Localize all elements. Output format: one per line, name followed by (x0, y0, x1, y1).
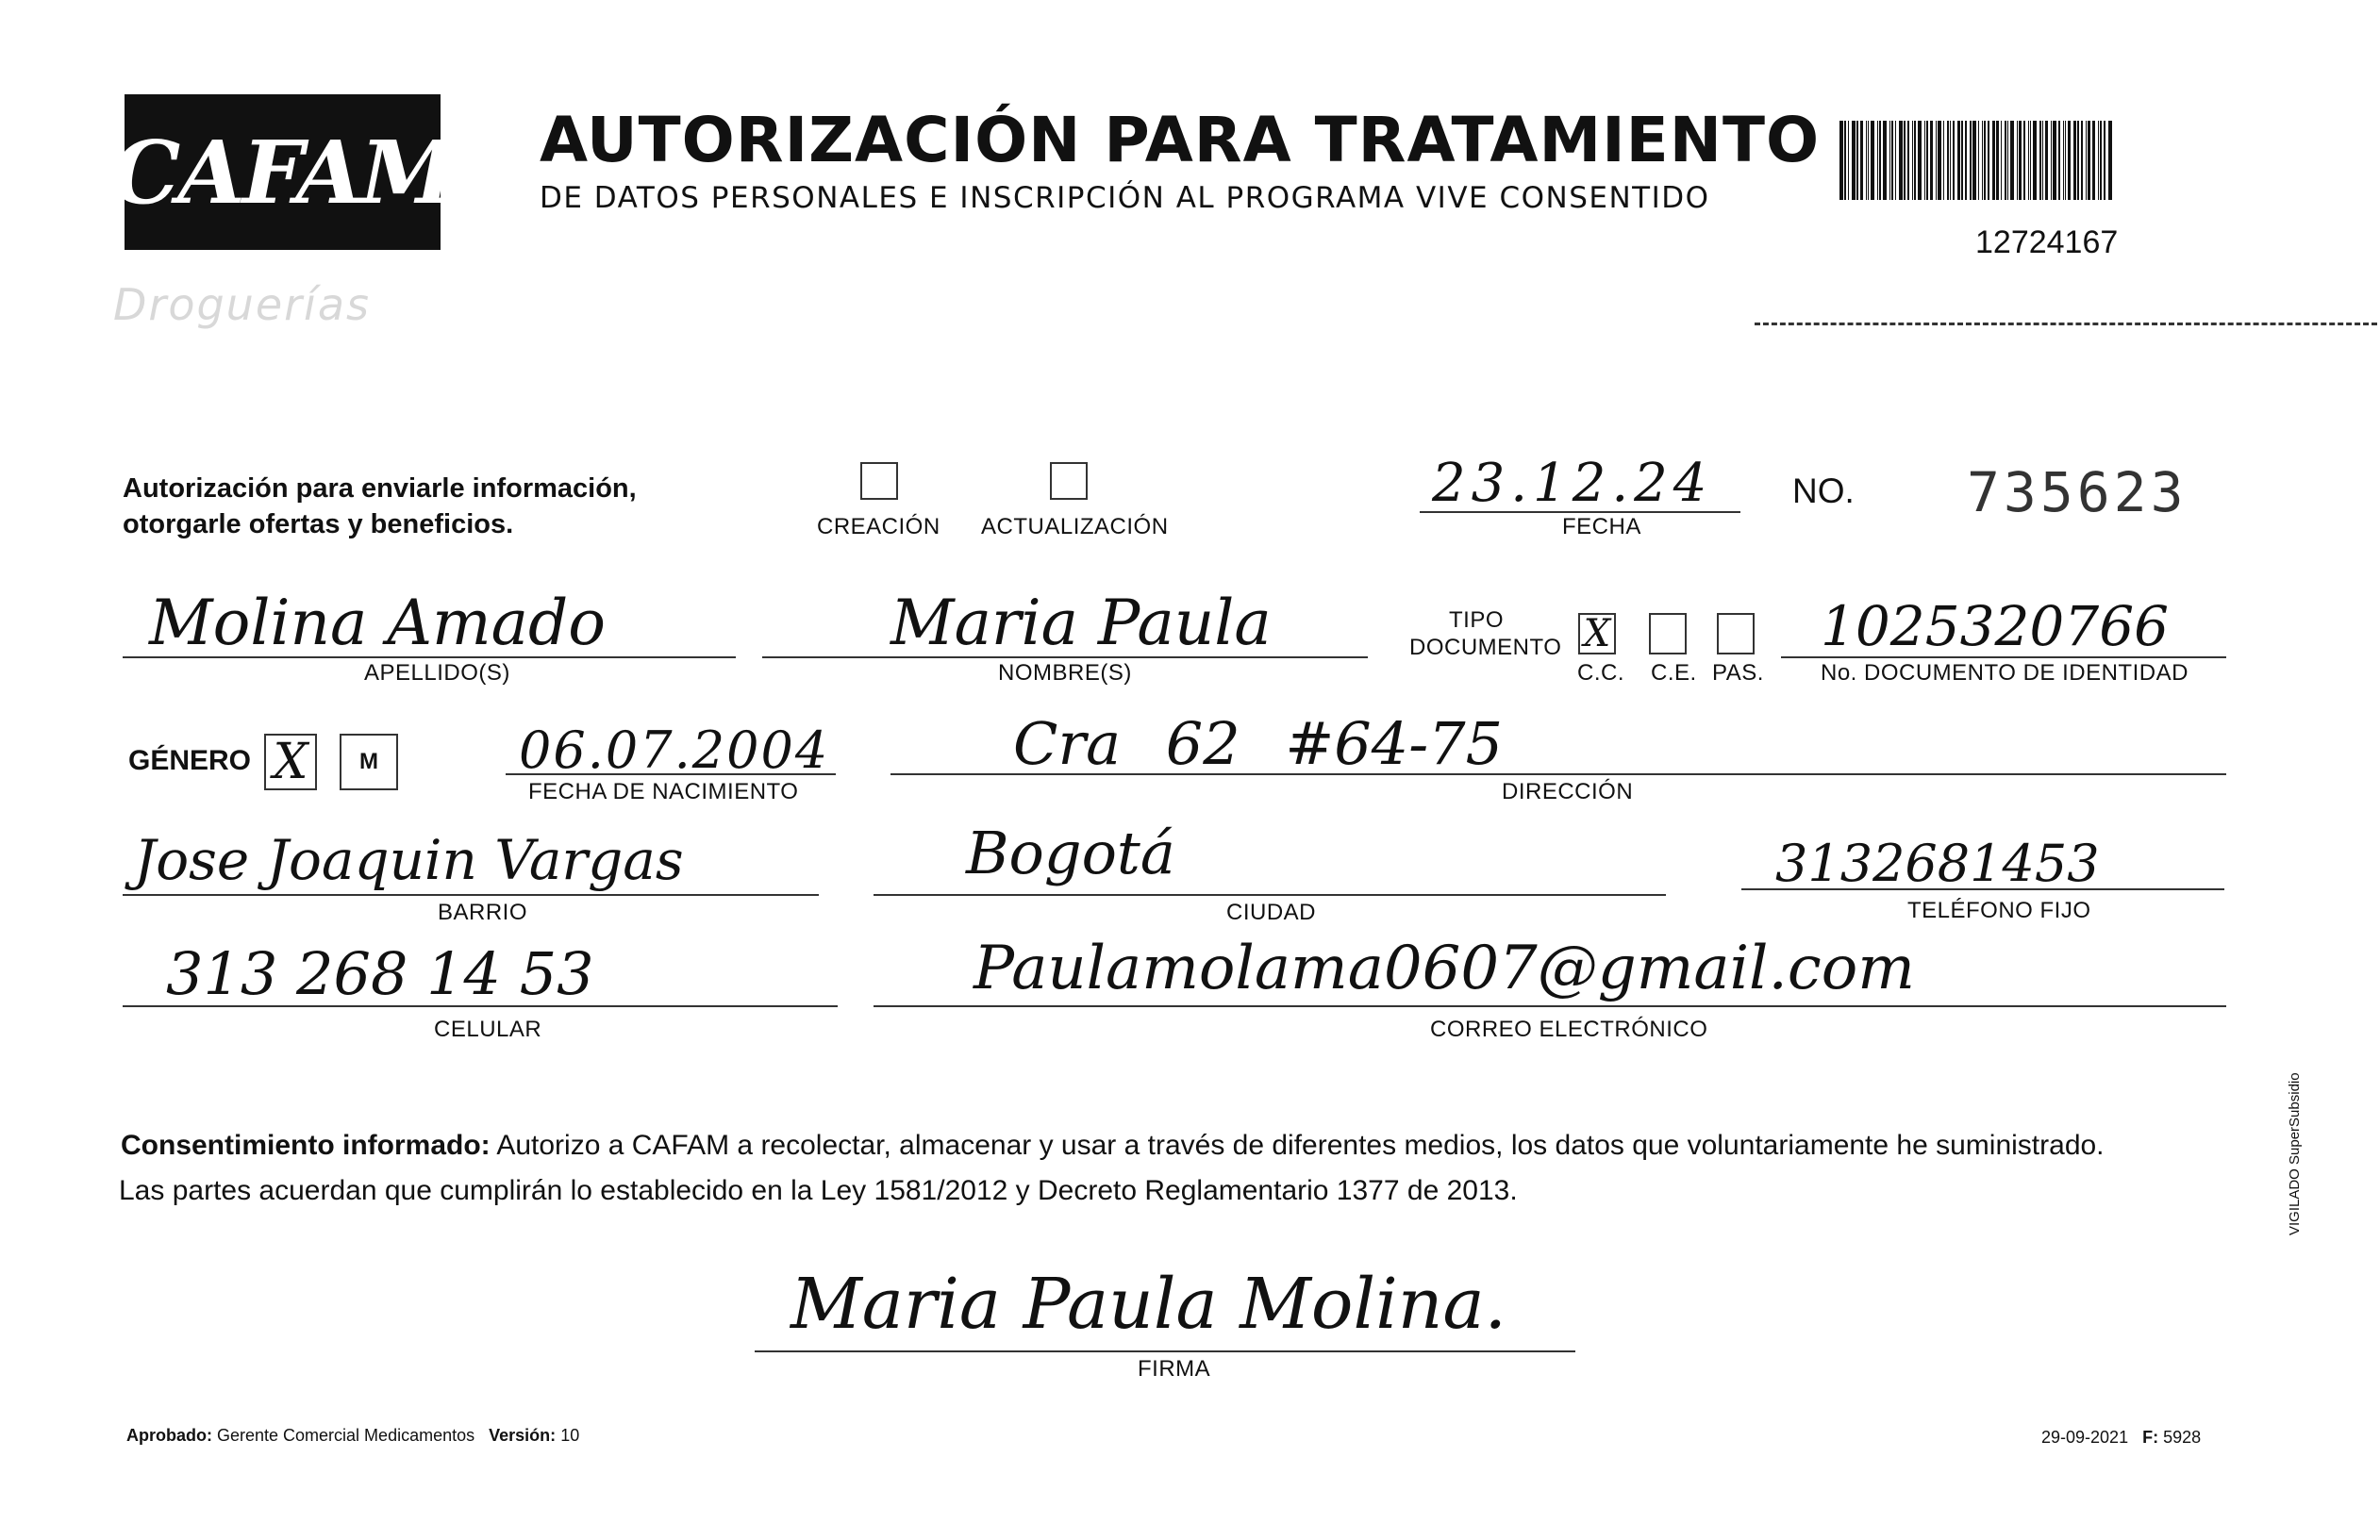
consent-heading: Consentimiento informado: (121, 1130, 491, 1161)
barrio-line (123, 894, 819, 896)
form-label: F: (2142, 1428, 2159, 1447)
surname-label: APELLIDO(S) (364, 660, 510, 686)
signature-value[interactable]: Maria Paula Molina. (791, 1264, 1507, 1345)
barcode-number: 12724167 (1975, 224, 2119, 260)
doc-pas-label: PAS. (1712, 660, 1764, 686)
cafam-logo: CAFAM (125, 94, 441, 250)
creation-checkbox[interactable] (860, 462, 898, 500)
doc-pas-checkbox[interactable] (1717, 613, 1755, 654)
barcode-bar (1926, 121, 1928, 200)
barcode-bar (2088, 121, 2089, 200)
barcode-bar (1965, 121, 1966, 200)
phone-value[interactable]: 3132681453 (1775, 834, 2100, 893)
barcode-bar (1848, 121, 1849, 200)
authorization-intro-line2: otorgarle ofertas y beneficios. (123, 509, 514, 539)
form-subtitle: DE DATOS PERSONALES E INSCRIPCIÓN AL PROGRAMA VIVE CONSENTIDO (540, 181, 1710, 215)
barcode-bar (1891, 121, 1893, 200)
email-value[interactable]: Paulamolama0607@gmail.com (974, 934, 1915, 1003)
barcode-bar (2081, 121, 2083, 200)
barcode-bar (2104, 121, 2105, 200)
barcode-bar (2065, 121, 2066, 200)
consent-paragraph-1 (121, 1130, 2105, 1162)
gender-label: GÉNERO (128, 745, 252, 776)
barcode-bar (2005, 121, 2006, 200)
surname-value[interactable]: Molina Amado (149, 587, 606, 659)
creation-label: CREACIÓN (817, 514, 940, 539)
approved-info (126, 1426, 579, 1446)
barcode-bar (2051, 121, 2052, 200)
barcode-bar (1856, 121, 1858, 200)
barcode-bar (1992, 121, 1996, 200)
barcode-bar (2053, 121, 2056, 200)
gender-f-mark: X (273, 734, 308, 790)
barcode-bar (1907, 121, 1908, 200)
doc-ce-label: C.E. (1651, 660, 1697, 686)
barcode-bar (1982, 121, 1983, 200)
barcode-bar (1844, 121, 1846, 200)
form-number: 735623 (1967, 460, 2188, 524)
barcode-bar (1970, 121, 1972, 200)
barcode-bar (1871, 121, 1874, 200)
signature-line (755, 1350, 1575, 1352)
email-line (874, 1005, 2226, 1007)
version-value: 10 (560, 1426, 580, 1445)
barcode-bar (2023, 121, 2025, 200)
gender-m-label: M (359, 749, 378, 774)
barcode-bar (2028, 121, 2029, 200)
barcode-bar (1988, 121, 1989, 200)
barcode-bar (1972, 121, 1976, 200)
barcode-bar (1868, 121, 1869, 200)
name-label: NOMBRE(S) (998, 660, 1132, 686)
date-value[interactable]: 23.12.24 (1432, 453, 1713, 514)
barcode-bar (2063, 121, 2064, 200)
barcode-bar (1918, 121, 1922, 200)
barcode-bar (1860, 121, 1862, 200)
doc-cc-mark: X (1583, 612, 1611, 655)
barcode-bar (2019, 121, 2021, 200)
doc-type-label-2: DOCUMENTO (1409, 635, 1562, 660)
gender-m-checkbox[interactable] (340, 734, 398, 790)
barcode-bar (2092, 121, 2096, 200)
barcode (1839, 121, 2222, 200)
barcode-bar (2045, 121, 2047, 200)
barcode-bar (2108, 121, 2112, 200)
birth-value[interactable]: 06.07.2004 (519, 720, 830, 780)
barcode-bar (2042, 121, 2043, 200)
email-label: CORREO ELECTRÓNICO (1430, 1017, 1708, 1042)
barcode-bar (1930, 121, 1932, 200)
barcode-bar (1895, 121, 1896, 200)
barcode-bar (1879, 121, 1881, 200)
signature-label: FIRMA (1138, 1356, 1211, 1382)
barrio-value[interactable]: Jose Joaquin Vargas (134, 828, 684, 892)
barcode-bar (2068, 121, 2070, 200)
address-value[interactable]: Cra 62 #64-75 (1013, 709, 1504, 778)
barcode-bar (2086, 121, 2087, 200)
barcode-bar (1996, 121, 1998, 200)
barcode-bar (1889, 121, 1890, 200)
barcode-bar (1904, 121, 1906, 200)
form-value: 5928 (2163, 1428, 2202, 1447)
consent-text-2: Las partes acuerdan que cumplirán lo establecido en la Ley 1581/2012 y Decreto Reglamentario 1377 de 2013. (119, 1175, 1518, 1206)
barcode-bar (2001, 121, 2002, 200)
cut-line (1755, 323, 2377, 325)
version-label: Versión: (489, 1426, 557, 1445)
mobile-value[interactable]: 313 268 14 53 (166, 939, 594, 1008)
barcode-bar (1943, 121, 1944, 200)
consent-text-1: Autorizo a CAFAM a recolectar, almacenar y usar a través de diferentes medios, los datos que voluntariamente he suministrado. (490, 1130, 2105, 1161)
barcode-bar (1899, 121, 1903, 200)
authorization-intro-line1: Autorización para enviarle información, (123, 473, 637, 504)
name-value[interactable]: Maria Paula (890, 587, 1272, 659)
date-label: FECHA (1562, 514, 1641, 539)
barcode-bar (1936, 121, 1937, 200)
barcode-bar (2073, 121, 2077, 200)
form-title: AUTORIZACIÓN PARA TRATAMIENTO (540, 104, 1821, 176)
barcode-bar (2058, 121, 2060, 200)
barcode-bar (1947, 121, 1949, 200)
barcode-bar (2100, 121, 2101, 200)
birth-label: FECHA DE NACIMIENTO (528, 779, 799, 804)
barcode-bar (2007, 121, 2008, 200)
barcode-bar (1877, 121, 1878, 200)
number-label: NO. (1792, 472, 1855, 510)
barcode-bar (2017, 121, 2018, 200)
doc-cc-label: C.C. (1577, 660, 1624, 686)
address-label: DIRECCIÓN (1502, 779, 1634, 804)
footer-date: 29-09-2021 (2041, 1428, 2129, 1447)
barcode-bar (2033, 121, 2037, 200)
barcode-bar (1866, 121, 1867, 200)
barcode-bar (1912, 121, 1913, 200)
city-label: CIUDAD (1226, 900, 1317, 925)
barcode-bar (1950, 121, 1951, 200)
doc-ce-checkbox[interactable] (1649, 613, 1687, 654)
doc-number-value[interactable]: 1025320766 (1821, 594, 2170, 658)
barcode-bar (2039, 121, 2041, 200)
city-value[interactable]: Bogotá (966, 819, 1175, 887)
barcode-bar (1938, 121, 1941, 200)
barcode-bar (2010, 121, 2014, 200)
doc-number-label: No. DOCUMENTO DE IDENTIDAD (1821, 660, 2189, 686)
doc-cc-checkbox[interactable] (1578, 613, 1616, 654)
gender-f-checkbox[interactable] (264, 734, 317, 790)
mobile-label: CELULAR (434, 1017, 542, 1042)
phone-label: TELÉFONO FIJO (1907, 898, 2091, 923)
barcode-bar (2077, 121, 2078, 200)
footer-date-form (2041, 1428, 2201, 1448)
barcode-bar (1961, 121, 1963, 200)
vigilado-supersubsidio: VIGILADO SuperSubsidio (2287, 1072, 2303, 1235)
barcode-bar (1924, 121, 1925, 200)
barcode-bar (1839, 121, 1843, 200)
date-line (1420, 511, 1740, 513)
update-label: ACTUALIZACIÓN (981, 514, 1169, 539)
logo-subtext: Droguerías (113, 279, 371, 330)
barcode-bar (2030, 121, 2031, 200)
barcode-bar (1852, 121, 1856, 200)
barcode-bar (1957, 121, 1961, 200)
barcode-bar (1883, 121, 1887, 200)
barcode-bar (1953, 121, 1954, 200)
update-checkbox[interactable] (1050, 462, 1088, 500)
approved-value: Gerente Comercial Medicamentos (217, 1426, 475, 1445)
approved-label: Aprobado: (126, 1426, 212, 1445)
barcode-bar (1914, 121, 1916, 200)
barcode-bar (1984, 121, 1986, 200)
doc-type-label-1: TIPO (1449, 607, 1505, 633)
barrio-label: BARRIO (438, 900, 528, 925)
barcode-bar (1978, 121, 1979, 200)
city-line (874, 894, 1666, 896)
barcode-bar (2098, 121, 2099, 200)
